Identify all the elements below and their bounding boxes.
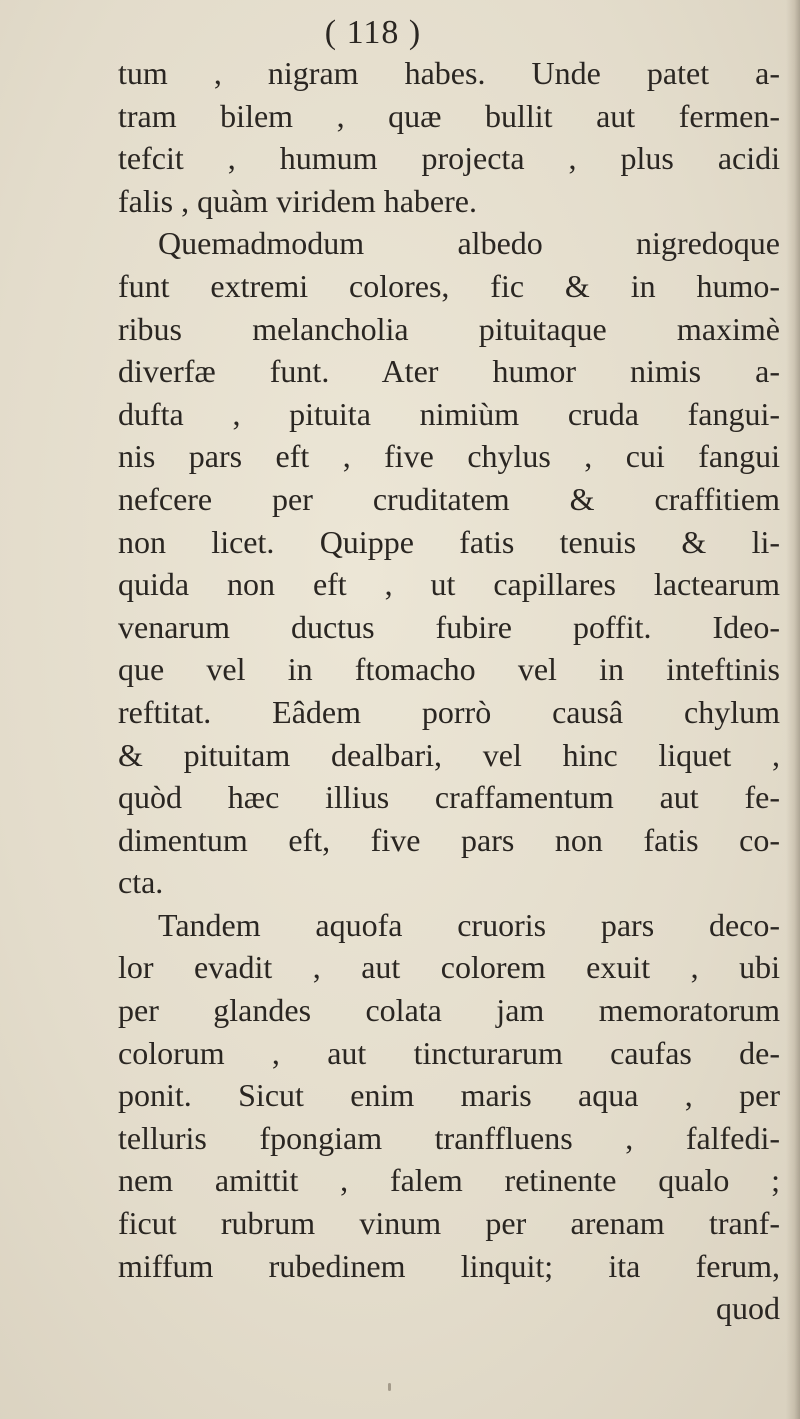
catchword: quod <box>716 1290 780 1327</box>
text-line: quòd hæc illius craffamentum aut fe- <box>118 779 780 816</box>
text-line: Tandem aquofa cruoris pars deco- <box>158 906 780 943</box>
paragraph-1 <box>118 52 780 222</box>
text-line: quida non eft , ut capillares lactearum <box>118 566 780 603</box>
text-line: falis , quàm viridem habere. <box>118 182 477 219</box>
paragraph-3 <box>118 904 780 1287</box>
body-text <box>118 52 780 1330</box>
text-line: miffum rubedinem linquit; ita ferum, <box>118 1247 780 1284</box>
page-number: ( 118 ) <box>324 14 422 51</box>
text-line: telluris fpongiam tranffluens , falfedi- <box>118 1119 780 1156</box>
text-line: que vel in ftomacho vel in inteftinis <box>118 651 780 688</box>
text-line: Quemadmodum albedo nigredoque <box>158 225 780 262</box>
text-line: ficut rubrum vinum per arenam tranf- <box>118 1205 780 1242</box>
text-line: nem amittit , falem retinente qualo ; <box>118 1162 780 1199</box>
text-line: dufta , pituita nimiùm cruda fangui- <box>118 395 780 432</box>
text-line: nefcere per cruditatem & craffitiem <box>118 480 780 517</box>
page-header <box>0 10 800 56</box>
text-line: funt extremi colores, fic & in humo- <box>118 267 780 304</box>
text-line: per glandes colata jam memoratorum <box>118 992 780 1029</box>
text-line: diverfæ funt. Ater humor nimis a- <box>118 353 780 390</box>
page-edge-shadow <box>786 0 800 1419</box>
text-line: ribus melancholia pituitaque maximè <box>118 310 780 347</box>
text-line: non licet. Quippe fatis tenuis & li- <box>118 523 780 560</box>
text-line: tum , nigram habes. Unde patet a- <box>118 55 780 91</box>
text-line: ponit. Sicut enim maris aqua , per <box>118 1077 780 1114</box>
text-line: reftitat. Eâdem porrò causâ chylum <box>118 693 780 730</box>
text-line: lor evadit , aut colorem exuit , ubi <box>118 949 780 986</box>
text-line: cta. <box>118 864 164 901</box>
text-line: colorum , aut tincturarum caufas de- <box>118 1034 780 1071</box>
text-line: & pituitam dealbari, vel hinc liquet , <box>118 736 780 773</box>
paragraph-2 <box>118 222 780 904</box>
text-line: tefcit , humum projecta , plus acidi <box>118 140 780 177</box>
text-line: dimentum eft, five pars non fatis co- <box>118 821 780 858</box>
text-line: venarum ductus fubire poffit. Ideo- <box>118 608 780 645</box>
text-line: tram bilem , quæ bullit aut fermen- <box>118 97 780 134</box>
paper-speck <box>388 1383 391 1391</box>
text-line: nis pars eft , five chylus , cui fangui <box>118 438 780 475</box>
